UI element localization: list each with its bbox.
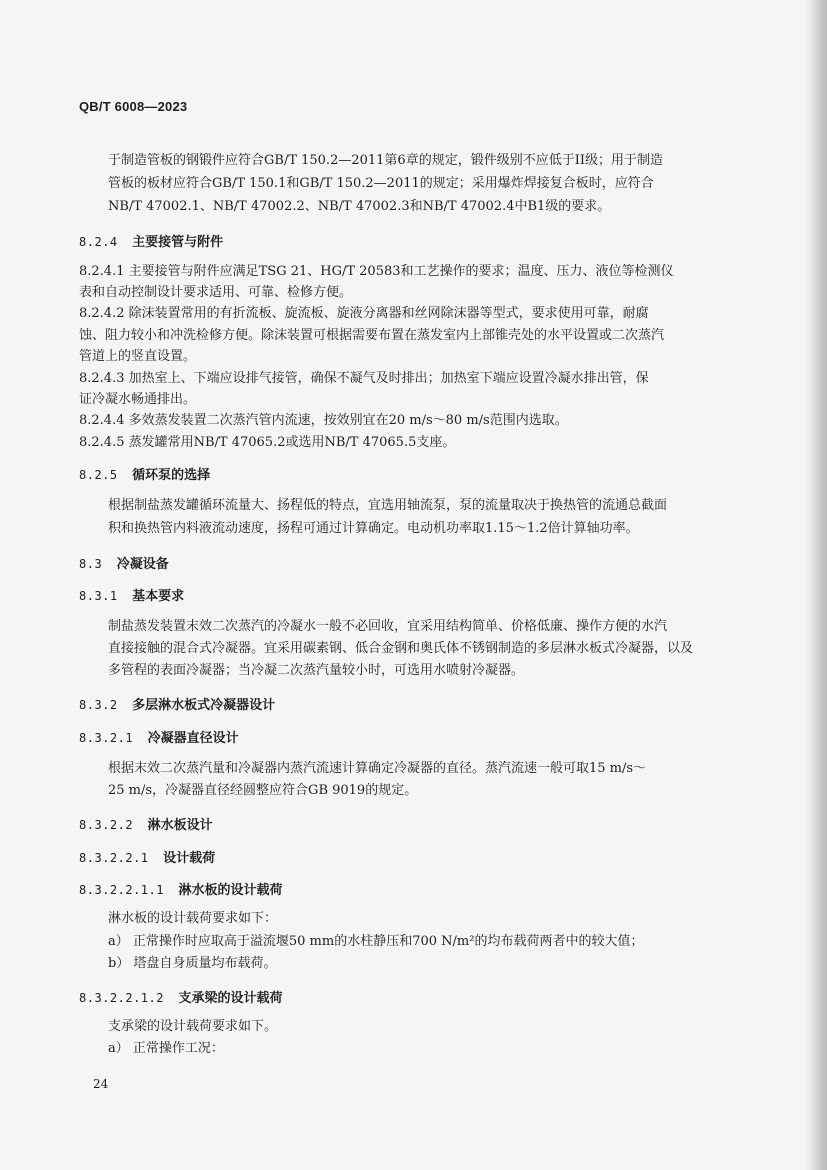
section-number: 8.2.5	[79, 468, 118, 482]
section-heading-8-3-2-2	[79, 814, 213, 833]
page-edge-shadow	[805, 0, 827, 1170]
section-heading-8-3	[79, 553, 169, 572]
text-line: 8.2.4.1 主要接管与附件应满足TSG 21、HG/T 20583和工艺操作的要求；温度、压力、液位等检测仪	[79, 264, 674, 279]
text-line: 管道上的竖直设置。	[79, 349, 197, 364]
text-line: 制盐蒸发装置末效二次蒸汽的冷凝水一般不必回收，宜采用结构简单、价格低廉、操作方便的水汽	[108, 619, 668, 634]
text-line: 多管程的表面冷凝器；当冷凝二次蒸汽量较小时，可选用水喷射冷凝器。	[108, 663, 525, 678]
text-line: 积和换热管内料液流动速度，扬程可通过计算确定。电动机功率取1.15～1.2倍计算轴功率。	[108, 521, 639, 536]
text-line: 8.2.4.5 蒸发罐常用NB/T 47065.2或选用NB/T 47065.5支座。	[79, 435, 456, 450]
section-title: 冷凝器直径设计	[147, 731, 239, 746]
document-code: QB/T 6008—2023	[79, 99, 188, 114]
text-line: 管板的板材应符合GB/T 150.1和GB/T 150.2—2011的规定；采用爆炸焊接复合板时，应符合	[108, 176, 654, 191]
section-heading-8-3-2-2-1	[79, 847, 215, 866]
section-title: 主要接管与附件	[132, 235, 224, 250]
text-line: 根据制盐蒸发罐循环流量大、扬程低的特点，宜选用轴流泵，泵的流量取决于换热管的流通总截面	[108, 498, 668, 513]
text-line: 蚀、阻力较小和冲洗检修方便。除沫装置可根据需要布置在蒸发室内上部锥壳处的水平设置或二次蒸汽	[79, 328, 665, 343]
section-number: 8.3.1	[79, 589, 118, 603]
section-title: 淋水板的设计载荷	[178, 883, 283, 898]
text-line: 8.2.4.2 除沫装置常用的有折流板、旋流板、旋液分离器和丝网除沫器等型式，要求使用可靠，耐腐	[79, 306, 649, 321]
text-line: 证冷凝水畅通排出。	[79, 392, 197, 407]
section-number: 8.2.4	[79, 235, 118, 249]
page-number: 24	[93, 1077, 109, 1091]
text-line: 表和自动控制设计要求适用、可靠、检修方便。	[79, 285, 353, 300]
section-title: 设计载荷	[163, 851, 216, 866]
section-number: 8.3.2.2.1.1	[79, 883, 164, 897]
text-line: 淋水板的设计载荷要求如下：	[108, 911, 278, 926]
section-number: 8.3.2	[79, 698, 118, 712]
text-line: 根据末效二次蒸汽量和冷凝器内蒸汽流速计算确定冷凝器的直径。蒸汽流速一般可取15 m/s～	[108, 761, 647, 776]
section-title: 多层淋水板式冷凝器设计	[132, 698, 276, 713]
text-line: 于制造管板的钢锻件应符合GB/T 150.2—2011第6章的规定，锻件级别不应低于II级；用于制造	[108, 153, 663, 168]
section-number: 8.3.2.2.1	[79, 851, 149, 865]
section-title: 冷凝设备	[116, 557, 169, 572]
section-number: 8.3	[79, 557, 103, 571]
section-title: 淋水板设计	[147, 818, 213, 833]
list-item: a） 正常操作工况：	[108, 1041, 224, 1056]
section-title: 基本要求	[132, 589, 185, 604]
section-heading-8-3-2	[79, 694, 275, 713]
section-number: 8.3.2.2.1.2	[79, 991, 164, 1005]
section-heading-8-3-2-2-1-2	[79, 987, 283, 1006]
list-item: a） 正常操作时应取高于溢流堰50 mm的水柱静压和700 N/m²的均布载荷两者中的较大值；	[108, 934, 644, 949]
section-heading-8-3-2-2-1-1	[79, 879, 283, 898]
text-line: 直接接触的混合式冷凝器。宜采用碳素钢、低合金钢和奥氏体不锈钢制造的多层淋水板式冷凝器，以及	[108, 641, 694, 656]
text-line: 支承梁的设计载荷要求如下。	[108, 1019, 278, 1034]
section-number: 8.3.2.1	[79, 731, 134, 745]
section-heading-8-2-5	[79, 464, 210, 483]
section-heading-8-3-1	[79, 585, 184, 604]
list-item: b） 塔盘自身质量均布载荷。	[108, 956, 277, 971]
text-line: 25 m/s，冷凝器直径经圆整应符合GB 9019的规定。	[108, 783, 418, 798]
text-line: NB/T 47002.1、NB/T 47002.2、NB/T 47002.3和NB/T 47002.4中B1级的要求。	[108, 199, 611, 214]
section-number: 8.3.2.2	[79, 818, 134, 832]
section-title: 循环泵的选择	[132, 468, 211, 483]
section-heading-8-2-4	[79, 231, 223, 250]
section-heading-8-3-2-1	[79, 727, 239, 746]
text-line: 8.2.4.4 多效蒸发装置二次蒸汽管内流速，按效别宜在20 m/s～80 m/s范围内选取。	[79, 413, 568, 428]
text-line: 8.2.4.3 加热室上、下端应设排气接管，确保不凝气及时排出；加热室下端应设置冷凝水排出管，保	[79, 371, 649, 386]
section-title: 支承梁的设计载荷	[178, 991, 283, 1006]
